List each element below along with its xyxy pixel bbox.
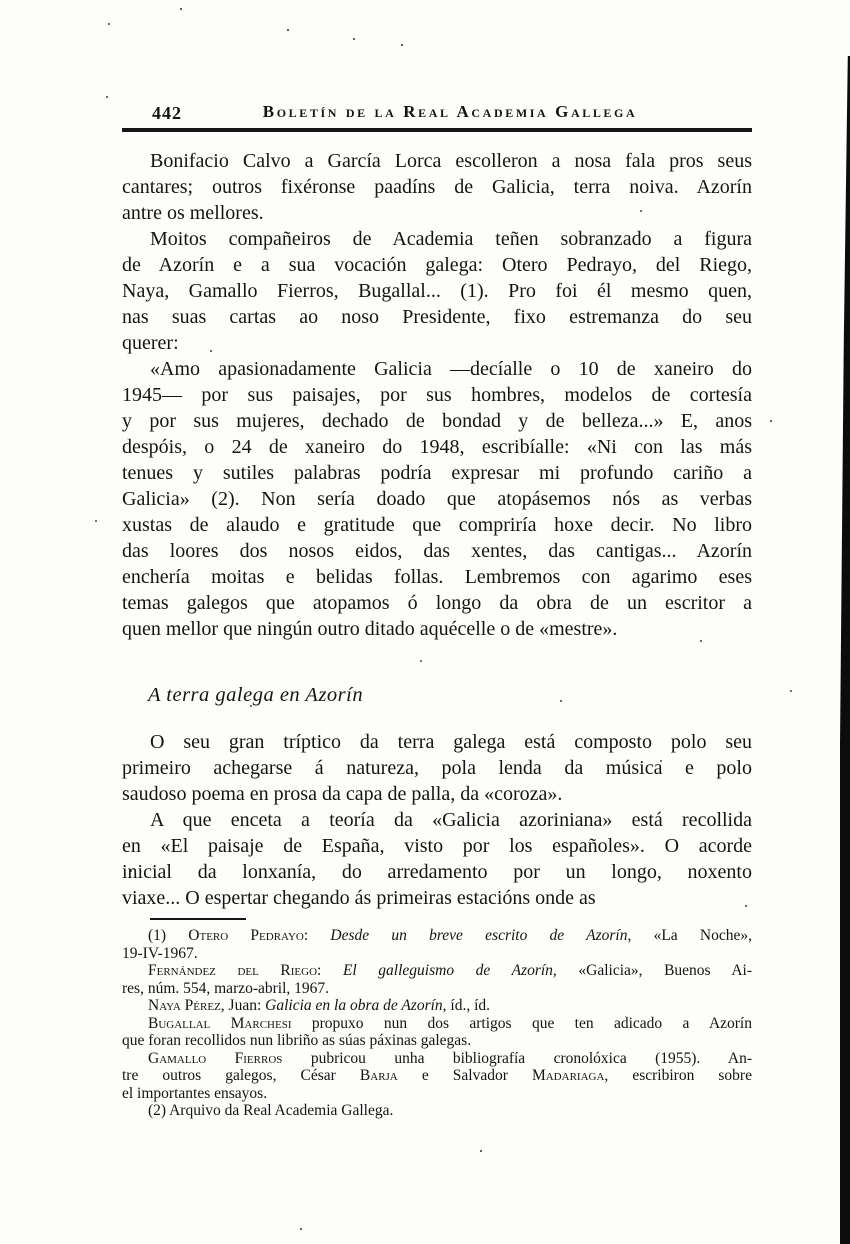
text-segment: inicial da lonxanía, do arredamento por un longo, noxento	[122, 860, 752, 883]
text-line	[122, 885, 752, 911]
header-rule	[122, 128, 752, 132]
footnote-rule	[150, 918, 246, 921]
text-segment: Galicia» (2). Non sería doado que atopásemos nós as verbas	[122, 487, 752, 510]
text-segment: , «La Noche»,	[627, 927, 752, 944]
text-line	[122, 1067, 752, 1085]
text-line	[122, 226, 752, 252]
text-segment: (1)	[148, 927, 189, 944]
text-line	[122, 927, 752, 945]
text-segment: quen mellor que ningún outro ditado aquécelle o de «mestre».	[122, 617, 618, 640]
text-segment: Otero Pedrayo	[188, 927, 304, 944]
text-segment: res, núm. 554, marzo-abril, 1967.	[122, 979, 330, 997]
paragraph-2	[122, 226, 752, 356]
text-line	[122, 729, 752, 755]
text-segment: Fernández del Riego	[148, 962, 318, 979]
text-line	[122, 1015, 752, 1033]
text-line	[122, 980, 752, 998]
quote-paragraph	[122, 356, 752, 642]
text-segment: A que enceta a teoría da «Galicia azoriniana» está recollida	[150, 808, 752, 831]
text-segment: 19-IV-1967.	[122, 944, 198, 962]
text-line	[122, 1032, 752, 1050]
text-segment: e Salvador	[397, 1067, 532, 1084]
paragraph-4	[122, 807, 752, 911]
page-number: 442	[152, 103, 182, 123]
text-line	[122, 616, 752, 642]
text-segment: Gamallo Fierros	[148, 1049, 283, 1067]
text-segment: xustas de alaudo e gratitude que compriría hoxe decir. No libro	[122, 513, 752, 536]
text-line	[122, 174, 752, 200]
text-segment: El galleguismo de Azorín	[342, 962, 553, 979]
text-segment: tenues y sutiles palabras podría expresar mi profundo cariño a	[122, 461, 752, 484]
text-line	[122, 945, 752, 963]
text-segment: viaxe... O espertar chegando ás primeiras estacións onde as	[122, 886, 596, 909]
text-line	[122, 382, 752, 408]
text-line	[122, 278, 752, 304]
text-line	[122, 486, 752, 512]
journal-title: Boletín de la Real Academia Gallega	[262, 102, 638, 121]
text-segment: antre os mellores.	[122, 201, 264, 224]
text-segment: Moitos compañeiros de Academia teñen sobranzado a figura	[150, 227, 752, 250]
text-line	[122, 434, 752, 460]
text-line	[122, 962, 752, 980]
text-line	[122, 512, 752, 538]
text-line	[122, 755, 752, 781]
text-segment: Madariaga	[531, 1067, 605, 1084]
text-segment: cantares; outros fixéronse paadíns de Galicia, terra noiva. Azorín	[122, 175, 752, 198]
text-segment: nas suas cartas ao noso Presidente, fixo estremanza do seu	[122, 305, 752, 328]
text-segment: tre outros galegos, César	[122, 1067, 360, 1084]
text-line	[122, 538, 752, 564]
text-segment: despóis, o 24 de xaneiro do 1948, escribíalle: «Ni con las más	[122, 435, 752, 458]
section-heading: A terra galega en Azorín	[148, 683, 364, 706]
text-segment: de Azorín e a sua vocación galega: Otero Pedrayo, del Riego,	[122, 253, 752, 276]
text-segment: 1945— por sus paisajes, por sus hombres, modelos de cortesía	[122, 383, 752, 406]
text-segment: Naya, Gamallo Fierros, Bugallal... (1). Pro foi él mesmo quen,	[122, 279, 752, 302]
text-segment: , Juan:	[220, 997, 266, 1014]
text-line	[122, 304, 752, 330]
text-line	[122, 1050, 752, 1068]
text-line	[122, 590, 752, 616]
scan-artifact-bar	[840, 56, 850, 1244]
text-line	[122, 1085, 752, 1103]
text-line	[122, 807, 752, 833]
footnote-entry-2	[122, 962, 752, 997]
text-line	[122, 356, 752, 382]
text-segment: en «El paisaje de España, visto por los españoles». O acorde	[122, 834, 752, 857]
text-segment: pubricou unha bibliografía cronolóxica (1955). An-	[282, 1049, 753, 1067]
text-segment: propuxo nun dos artigos que ten adicado a Azorín	[291, 1014, 752, 1032]
text-segment: primeiro achegarse á natureza, pola lenda da música e polo	[122, 756, 752, 779]
scan-noise-speckles	[0, 0, 2, 2]
footnote-entry-5	[122, 1050, 752, 1103]
paragraph-1	[122, 148, 752, 226]
text-segment: Bonifacio Calvo a García Lorca escolleron a nosa fala pros seus	[150, 149, 752, 172]
text-segment: saudoso poema en prosa da capa de palla, da «coroza».	[122, 782, 563, 805]
text-segment: , íd., íd.	[442, 997, 491, 1014]
footnote-entry-4	[122, 1015, 752, 1050]
footnote-entry-3	[122, 997, 752, 1015]
text-segment: enchería moitas e belidas follas. Lembremos con agarimo eses	[122, 565, 752, 588]
text-segment: Desde un breve escrito de Azorín	[330, 927, 628, 944]
text-segment: (2) Arquivo da Real Academia Gallega.	[148, 1102, 394, 1119]
text-segment: y por sus mujeres, dechado de bondad y de belleza...» E, anos	[122, 409, 752, 432]
text-line	[122, 252, 752, 278]
text-segment: querer:	[122, 331, 179, 354]
text-segment: Barja	[359, 1067, 398, 1084]
text-line	[122, 833, 752, 859]
text-line	[122, 200, 752, 226]
text-segment: , «Galicia», Buenos Ai-	[552, 962, 752, 979]
paragraph-3	[122, 729, 752, 807]
footnote-entry-1	[122, 927, 752, 962]
text-segment: Bugallal Marchesi	[148, 1014, 292, 1032]
text-segment: , escribiron sobre	[604, 1067, 752, 1084]
text-line	[122, 1102, 752, 1120]
text-line	[122, 564, 752, 590]
text-segment: Galicia en la obra de Azorín	[265, 997, 443, 1014]
text-segment: :	[317, 962, 343, 979]
page-header	[122, 102, 752, 126]
page-content	[122, 102, 752, 1120]
footnotes-section	[122, 927, 752, 1120]
text-segment: O seu gran tríptico da terra galega está composto polo seu	[150, 730, 752, 753]
text-line	[122, 148, 752, 174]
text-segment: «Amo apasionadamente Galicia —decíalle o 10 de xaneiro do	[150, 357, 752, 380]
text-line	[122, 859, 752, 885]
text-line	[122, 781, 752, 807]
text-line	[122, 460, 752, 486]
text-segment: :	[303, 927, 331, 944]
text-segment: temas galegos que atopamos ó longo da obra de un escritor a	[122, 591, 752, 614]
text-segment: el importantes ensayos.	[122, 1084, 268, 1102]
text-segment: das loores dos nosos eidos, das xentes, das cantigas... Azorín	[122, 539, 752, 562]
footnote-entry-6	[122, 1102, 752, 1120]
text-segment: que foran recollidos nun libriño as súas páxinas galegas.	[122, 1032, 472, 1049]
text-segment: Naya Pérez	[148, 997, 221, 1014]
text-line	[122, 408, 752, 434]
text-line	[122, 330, 752, 356]
text-line	[122, 997, 752, 1015]
